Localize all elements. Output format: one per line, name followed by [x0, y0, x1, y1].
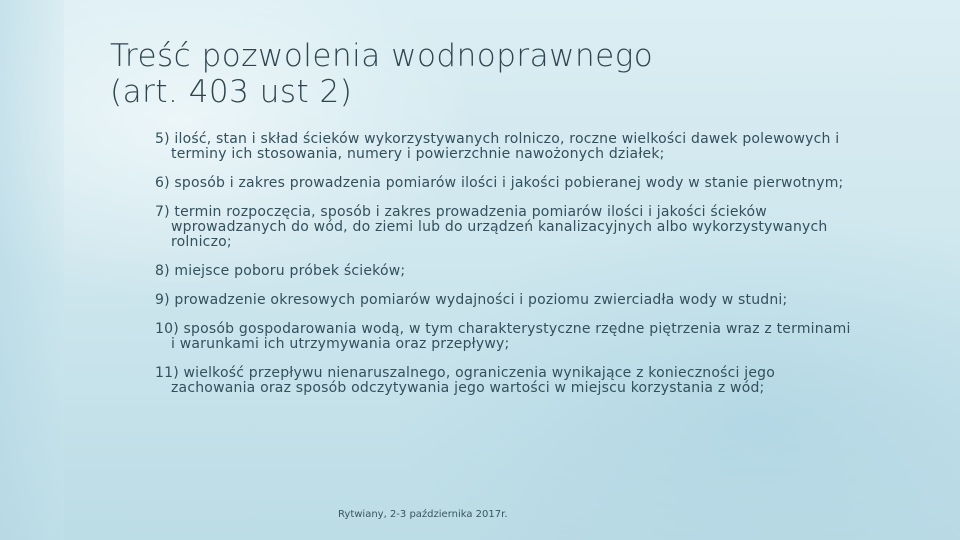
slide-title-line-2: (art. 403 ust 2) — [110, 74, 353, 110]
list-item: 11) wielkość przepływu nienaruszalnego, ograniczenia wynikające z konieczności jego zachowania oraz sposób odczytywania jego wartości w miejscu korzystania z wód; — [155, 365, 776, 396]
content-list — [155, 132, 855, 410]
list-item: 6) sposób i zakres prowadzenia pomiarów ilości i jakości pobieranej wody w stanie pierwotnym; — [155, 175, 844, 191]
list-item: 8) miejsce poboru próbek ścieków; — [155, 263, 406, 279]
slide-footer: Rytwiany, 2-3 października 2017r. — [338, 509, 508, 520]
list-item: 5) ilość, stan i skład ścieków wykorzystywanych rolniczo, roczne wielkości dawek polewowych i terminy ich stosowania, numery i powierzchnie nawożonych działek; — [155, 131, 840, 162]
list-item: 9) prowadzenie okresowych pomiarów wydajności i poziomu zwierciadła wody w studni; — [155, 292, 788, 308]
left-decorative-band — [0, 0, 64, 540]
slide-title-line-1: Treść pozwolenia wodnoprawnego — [110, 38, 654, 74]
list-item: 10) sposób gospodarowania wodą, w tym charakterystyczne rzędne piętrzenia wraz z terminami i warunkami ich utrzymywania oraz przepływy; — [155, 321, 851, 352]
list-item: 7) termin rozpoczęcia, sposób i zakres prowadzenia pomiarów ilości i jakości ścieków wprowadzanych do wód, do ziemi lub do urządzeń kanalizacyjnych albo wykorzystywanych rolniczo; — [155, 204, 828, 250]
slide-title — [110, 38, 870, 110]
